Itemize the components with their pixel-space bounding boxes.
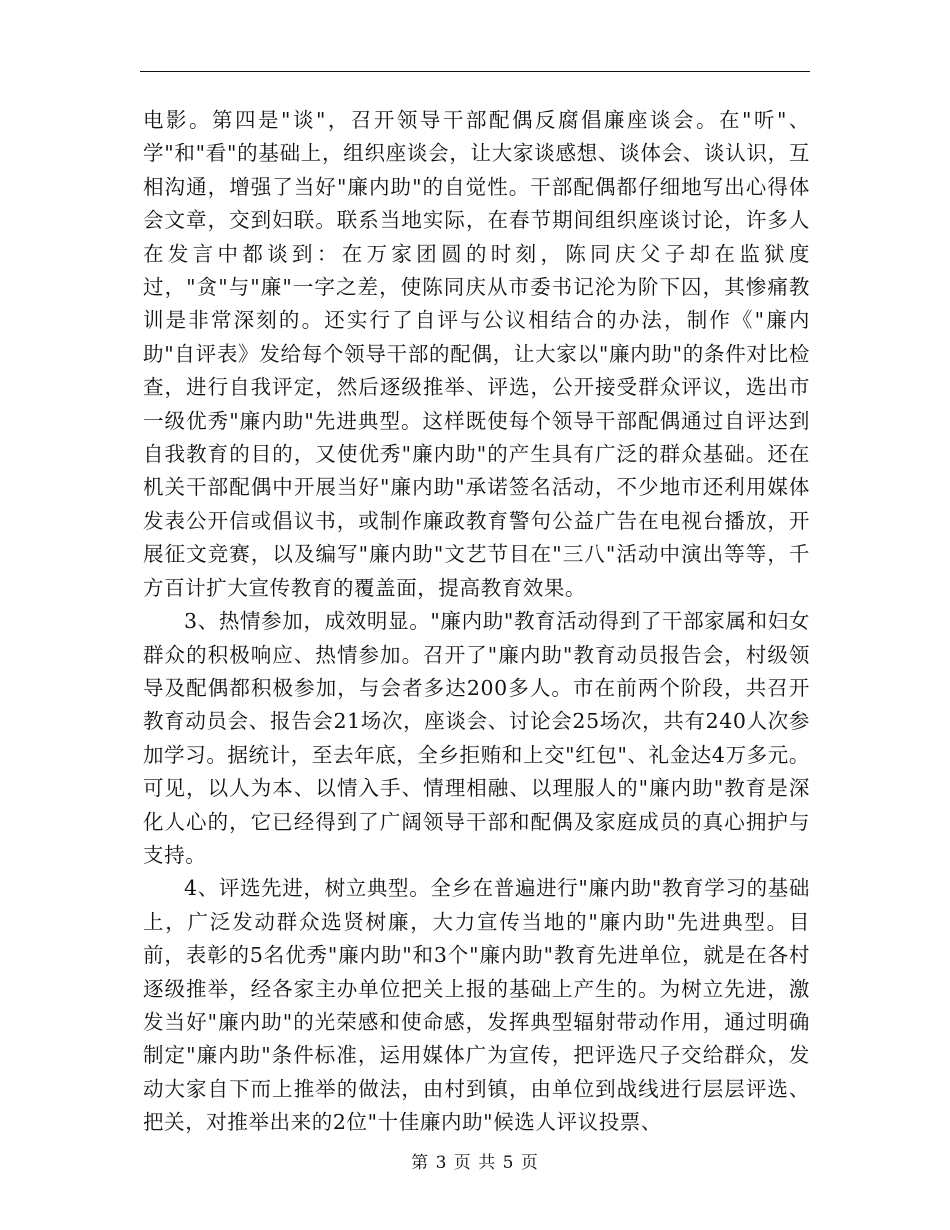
document-body: [143, 104, 810, 1140]
paragraph-section-4: 4、评选先进，树立典型。全乡在普遍进行"廉内助"教育学习的基础上，广泛发动群众选贤树廉，大力宣传当地的"廉内助"先进典型。目前，表彰的5名优秀"廉内助"和3个"廉内助"教育先进单位，就是在各村逐级推举，经各家主办单位把关上报的基础上产生的。为树立先进，激发当好"廉内助"的光荣感和使命感，发挥典型辐射带动作用，通过明确制定"廉内助"条件标准，运用媒体广为宣传，把评选尺子交给群众，发动大家自下而上推举的做法，由村到镇，由单位到战线进行层层评选、把关，对推举出来的2位"十佳廉内助"候选人评议投票、: [143, 876, 810, 1135]
header-rule: [140, 71, 810, 72]
paragraph-continuation: 电影。第四是"谈"，召开领导干部配偶反腐倡廉座谈会。在"听"、学"和"看"的基础上，组织座谈会，让大家谈感想、谈体会、谈认识，互相沟通，增强了当好"廉内助"的自觉性。干部配偶都仔细地写出心得体会文章，交到妇联。联系当地实际，在春节期间组织座谈讨论，许多人在发言中都谈到：在万家团圆的时刻，陈同庆父子却在监狱度过，"贪"与"廉"一字之差，使陈同庆从市委书记沦为阶下囚，其惨痛教训是非常深刻的。还实行了自评与公议相结合的办法，制作《"廉内助"自评表》发给每个领导干部的配偶，让大家以"廉内助"的条件对比检查，进行自我评定，然后逐级推举、评选，公开接受群众评议，选出市一级优秀"廉内助"先进典型。这样既使每个领导干部配偶通过自评达到自我教育的目的，又使优秀"廉内助"的产生具有广泛的群众基础。还在机关干部配偶中开展当好"廉内助"承诺签名活动，不少地市还利用媒体发表公开信或倡议书，或制作廉政教育警句公益广告在电视台播放，开展征文竞赛，以及编写"廉内助"文艺节目在"三八"活动中演出等等，千方百计扩大宣传教育的覆盖面，提高教育效果。: [143, 108, 810, 600]
page-number: 第 3 页 共 5 页: [411, 1153, 539, 1173]
paragraph-section-3: 3、热情参加，成效明显。"廉内助"教育活动得到了干部家属和妇女群众的积极响应、热情参加。召开了"廉内助"教育动员报告会，村级领导及配偶都积极参加，与会者多达200多人。市在前两个阶段，共召开教育动员会、报告会21场次，座谈会、讨论会25场次，共有240人次参加学习。据统计，至去年底，全乡拒贿和上交"红包"、礼金达4万多元。可见，以人为本、以情入手、情理相融、以理服人的"廉内助"教育是深化人心的，它已经得到了广阔领导干部和配偶及家庭成员的真心拥护与支持。: [143, 609, 810, 867]
